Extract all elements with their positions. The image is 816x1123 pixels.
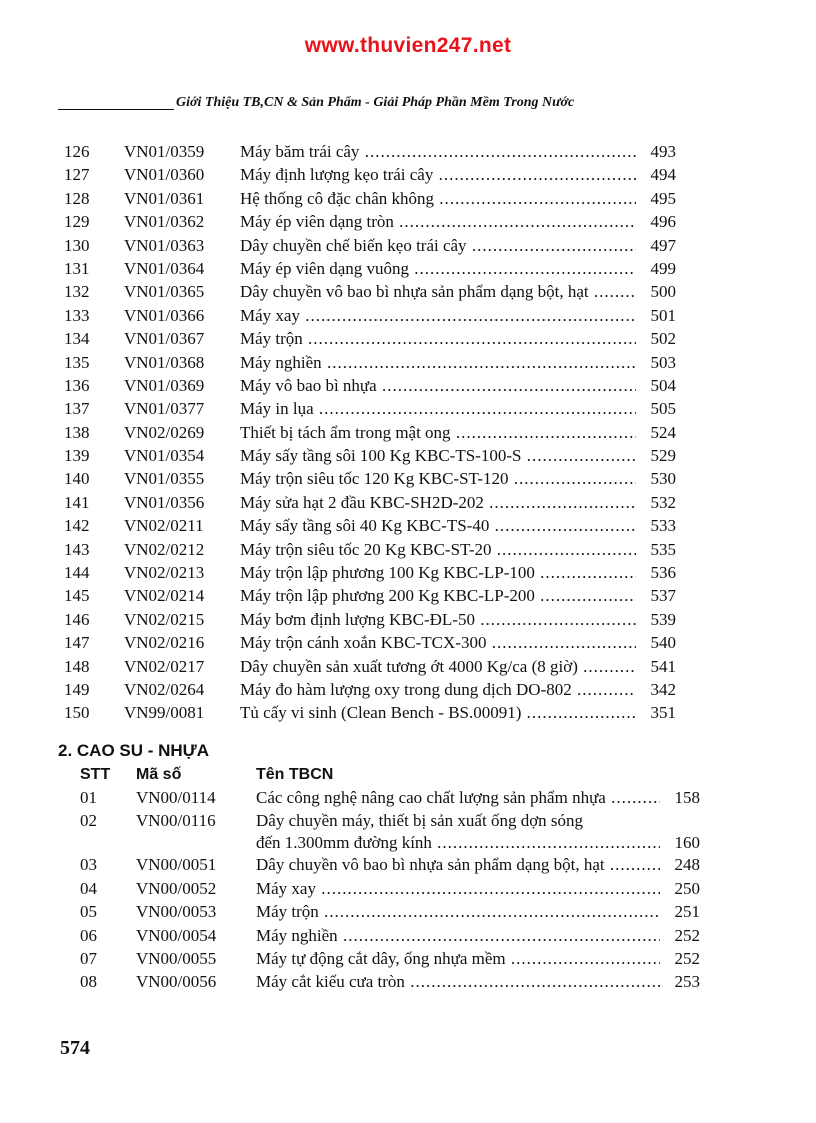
list-item xyxy=(64,397,704,420)
list-item xyxy=(64,234,704,257)
item-name: Máy trộn lập phương 200 Kg KBC-LP-200 ..... xyxy=(240,584,648,607)
list-item xyxy=(64,877,704,900)
item-page: 499 xyxy=(636,257,676,280)
item-code: VN02/0213 xyxy=(124,563,205,583)
item-name: Máy băm trái cây ..... xyxy=(240,140,648,163)
item-code: VN00/0114 xyxy=(136,788,216,807)
item-code: VN02/0216 xyxy=(124,633,205,653)
item-number: 126 xyxy=(64,142,90,161)
item-number: 147 xyxy=(64,633,90,653)
item-page: 248 xyxy=(660,853,700,876)
item-page: 250 xyxy=(660,877,700,900)
item-number: 137 xyxy=(64,399,90,419)
item-code: VN01/0361 xyxy=(124,188,205,208)
item-page: 536 xyxy=(636,561,676,584)
item-page: 505 xyxy=(636,397,676,420)
item-number: 03 xyxy=(80,855,97,875)
list-item xyxy=(64,374,704,397)
item-code: VN00/0053 xyxy=(136,902,217,922)
item-name: Máy trộn siêu tốc 120 Kg KBC-ST-120 ..... xyxy=(240,467,648,490)
list-item xyxy=(64,351,704,374)
list-item xyxy=(64,163,704,186)
list-item xyxy=(64,631,704,654)
list-item xyxy=(64,701,704,724)
item-number: 129 xyxy=(64,212,90,232)
item-code: VN00/0052 xyxy=(136,878,217,898)
item-number: 135 xyxy=(64,352,90,372)
item-name: Máy sấy tầng sôi 100 Kg KBC-TS-100-S ..... xyxy=(240,444,648,467)
item-number: 08 xyxy=(80,972,97,992)
item-number: 144 xyxy=(64,563,90,583)
item-name: Máy trộn cánh xoắn KBC-TCX-300 ..... xyxy=(240,631,648,654)
item-number: 140 xyxy=(64,469,90,489)
item-code: VN01/0355 xyxy=(124,469,205,489)
item-number: 142 xyxy=(64,516,90,536)
list-item xyxy=(64,538,704,561)
item-name: Dây chuyền vô bao bì nhựa sản phẩm dạng bột, hạt ..... xyxy=(256,853,672,876)
item-number: 05 xyxy=(80,902,97,922)
item-name: Máy in lụa ..... xyxy=(240,397,648,420)
item-number: 139 xyxy=(64,446,90,466)
page-number: 574 xyxy=(60,1037,90,1059)
list-item xyxy=(64,210,704,233)
item-name: Máy trộn lập phương 100 Kg KBC-LP-100 ..... xyxy=(240,561,648,584)
item-page: 541 xyxy=(636,655,676,678)
item-name: Máy trộn ..... xyxy=(240,327,648,350)
item-page: 530 xyxy=(636,467,676,490)
item-name: Máy cắt kiểu cưa tròn ..... xyxy=(256,970,672,993)
list-item xyxy=(64,786,704,809)
item-name: Máy trộn siêu tốc 20 Kg KBC-ST-20 ..... xyxy=(240,538,648,561)
list-item xyxy=(64,608,704,631)
item-code: VN00/0051 xyxy=(136,855,217,875)
item-code: VN01/0363 xyxy=(124,235,205,255)
item-page: 501 xyxy=(636,304,676,327)
item-code: VN01/0354 xyxy=(124,446,205,466)
item-name-continued: đến 1.300mm đường kính ..... xyxy=(256,831,672,854)
item-number: 131 xyxy=(64,258,90,278)
section2-title: 2. CAO SU - NHỰA xyxy=(58,741,210,760)
item-name: Thiết bị tách ẩm trong mật ong ..... xyxy=(240,421,648,444)
item-name: Hệ thống cô đặc chân không ..... xyxy=(240,187,648,210)
column-header-stt: STT xyxy=(80,766,111,783)
item-number: 141 xyxy=(64,492,90,512)
list-item xyxy=(64,561,704,584)
list-item xyxy=(64,421,704,444)
list-item xyxy=(64,140,704,163)
item-code: VN01/0360 xyxy=(124,165,205,185)
item-page: 251 xyxy=(660,900,700,923)
item-number: 133 xyxy=(64,305,90,325)
item-code: VN01/0377 xyxy=(124,399,205,419)
item-number: 07 xyxy=(80,948,97,968)
running-header xyxy=(58,95,678,117)
item-page: 160 xyxy=(660,831,700,854)
column-header-code: Mã số xyxy=(136,766,182,783)
item-page: 535 xyxy=(636,538,676,561)
item-page: 533 xyxy=(636,514,676,537)
item-number: 132 xyxy=(64,282,90,302)
item-code: VN02/0264 xyxy=(124,679,205,699)
item-name: Máy xay ..... xyxy=(256,877,672,900)
list-item xyxy=(64,900,704,923)
item-name: Các công nghệ nâng cao chất lượng sản phẩm nhựa ..... xyxy=(256,786,672,809)
list-item xyxy=(64,655,704,678)
list-item xyxy=(64,924,704,947)
item-page: 537 xyxy=(636,584,676,607)
list-item xyxy=(64,947,704,970)
item-page: 532 xyxy=(636,491,676,514)
item-name: Máy định lượng kẹo trái cây ..... xyxy=(240,163,648,186)
item-number: 150 xyxy=(64,703,90,723)
item-page: 500 xyxy=(636,280,676,303)
item-page: 158 xyxy=(660,786,700,809)
list-item xyxy=(64,280,704,303)
item-number: 06 xyxy=(80,925,97,945)
item-code: VN01/0367 xyxy=(124,329,205,349)
list-item xyxy=(64,257,704,280)
list-item xyxy=(64,853,704,876)
item-name: Máy nghiền ..... xyxy=(256,924,672,947)
list-item xyxy=(64,327,704,350)
item-name: Máy sửa hạt 2 đầu KBC-SH2D-202 ..... xyxy=(240,491,648,514)
header-rule xyxy=(58,109,174,110)
item-page: 503 xyxy=(636,351,676,374)
item-page: 529 xyxy=(636,444,676,467)
section1-list xyxy=(64,140,704,725)
list-item xyxy=(64,809,704,853)
item-name: Máy bơm định lượng KBC-ĐL-50 ..... xyxy=(240,608,648,631)
item-name: Dây chuyền chế biến kẹo trái cây ..... xyxy=(240,234,648,257)
item-number: 02 xyxy=(80,811,97,831)
section2-list xyxy=(64,786,704,994)
item-code: VN00/0054 xyxy=(136,925,217,945)
item-page: 351 xyxy=(636,701,676,724)
item-code: VN02/0269 xyxy=(124,422,205,442)
list-item xyxy=(64,304,704,327)
item-code: VN01/0365 xyxy=(124,282,205,302)
list-item xyxy=(64,467,704,490)
item-code: VN00/0055 xyxy=(136,948,217,968)
item-page: 253 xyxy=(660,970,700,993)
item-number: 136 xyxy=(64,375,90,395)
item-name: Dây chuyền vô bao bì nhựa sản phẩm dạng bột, hạt ..... xyxy=(240,280,648,303)
item-number: 134 xyxy=(64,329,90,349)
item-number: 01 xyxy=(80,788,97,807)
item-code: VN01/0356 xyxy=(124,492,205,512)
item-page: 539 xyxy=(636,608,676,631)
item-page: 493 xyxy=(636,140,676,163)
item-code: VN02/0215 xyxy=(124,609,205,629)
item-name: Máy vô bao bì nhựa ..... xyxy=(240,374,648,397)
item-page: 524 xyxy=(636,421,676,444)
item-code: VN01/0359 xyxy=(124,142,205,161)
list-item xyxy=(64,444,704,467)
item-code: VN01/0369 xyxy=(124,375,205,395)
item-number: 127 xyxy=(64,165,90,185)
item-number: 145 xyxy=(64,586,90,606)
item-code: VN01/0366 xyxy=(124,305,205,325)
item-number: 128 xyxy=(64,188,90,208)
list-item xyxy=(64,678,704,701)
item-name: Máy tự động cắt dây, ống nhựa mềm ..... xyxy=(256,947,672,970)
item-number: 138 xyxy=(64,422,90,442)
list-item xyxy=(64,584,704,607)
item-name: Máy sấy tầng sôi 40 Kg KBC-TS-40 ..... xyxy=(240,514,648,537)
item-code: VN02/0212 xyxy=(124,539,205,559)
item-page: 540 xyxy=(636,631,676,654)
item-code: VN01/0368 xyxy=(124,352,205,372)
list-item xyxy=(64,491,704,514)
item-code: VN99/0081 xyxy=(124,703,205,723)
item-page: 496 xyxy=(636,210,676,233)
item-code: VN00/0116 xyxy=(136,811,216,831)
item-number: 149 xyxy=(64,679,90,699)
item-page: 495 xyxy=(636,187,676,210)
item-code: VN01/0364 xyxy=(124,258,205,278)
item-code: VN00/0056 xyxy=(136,972,217,992)
watermark-url: www.thuvien247.net xyxy=(304,34,512,57)
item-code: VN02/0211 xyxy=(124,516,204,536)
item-name: Máy nghiền ..... xyxy=(240,351,648,374)
list-item xyxy=(64,970,704,993)
item-name: Máy xay ..... xyxy=(240,304,648,327)
item-number: 143 xyxy=(64,539,90,559)
item-code: VN02/0214 xyxy=(124,586,205,606)
item-name: Tủ cấy vi sinh (Clean Bench - BS.00091) ..... xyxy=(240,701,648,724)
column-header-name: Tên TBCN xyxy=(256,766,334,783)
item-number: 148 xyxy=(64,656,90,676)
header-title: Giới Thiệu TB,CN & Sản Phẩm - Giải Pháp Phần Mềm Trong Nước xyxy=(176,95,575,110)
item-name: Máy ép viên dạng vuông ..... xyxy=(240,257,648,280)
item-number: 130 xyxy=(64,235,90,255)
list-item xyxy=(64,187,704,210)
item-page: 252 xyxy=(660,947,700,970)
item-number: 04 xyxy=(80,878,97,898)
list-item xyxy=(64,514,704,537)
item-code: VN01/0362 xyxy=(124,212,205,232)
item-name: Dây chuyền máy, thiết bị sản xuất ống dợn sóng xyxy=(256,811,584,831)
item-page: 494 xyxy=(636,163,676,186)
item-name: Máy trộn ..... xyxy=(256,900,672,923)
item-name: Máy ép viên dạng tròn ..... xyxy=(240,210,648,233)
item-code: VN02/0217 xyxy=(124,656,205,676)
item-page: 502 xyxy=(636,327,676,350)
item-page: 252 xyxy=(660,924,700,947)
item-page: 504 xyxy=(636,374,676,397)
item-number: 146 xyxy=(64,609,90,629)
item-page: 497 xyxy=(636,234,676,257)
item-name: Dây chuyền sản xuất tương ớt 4000 Kg/ca (8 giờ) ..... xyxy=(240,655,648,678)
item-name: Máy đo hàm lượng oxy trong dung dịch DO-802 ..... xyxy=(240,678,648,701)
item-page: 342 xyxy=(636,678,676,701)
